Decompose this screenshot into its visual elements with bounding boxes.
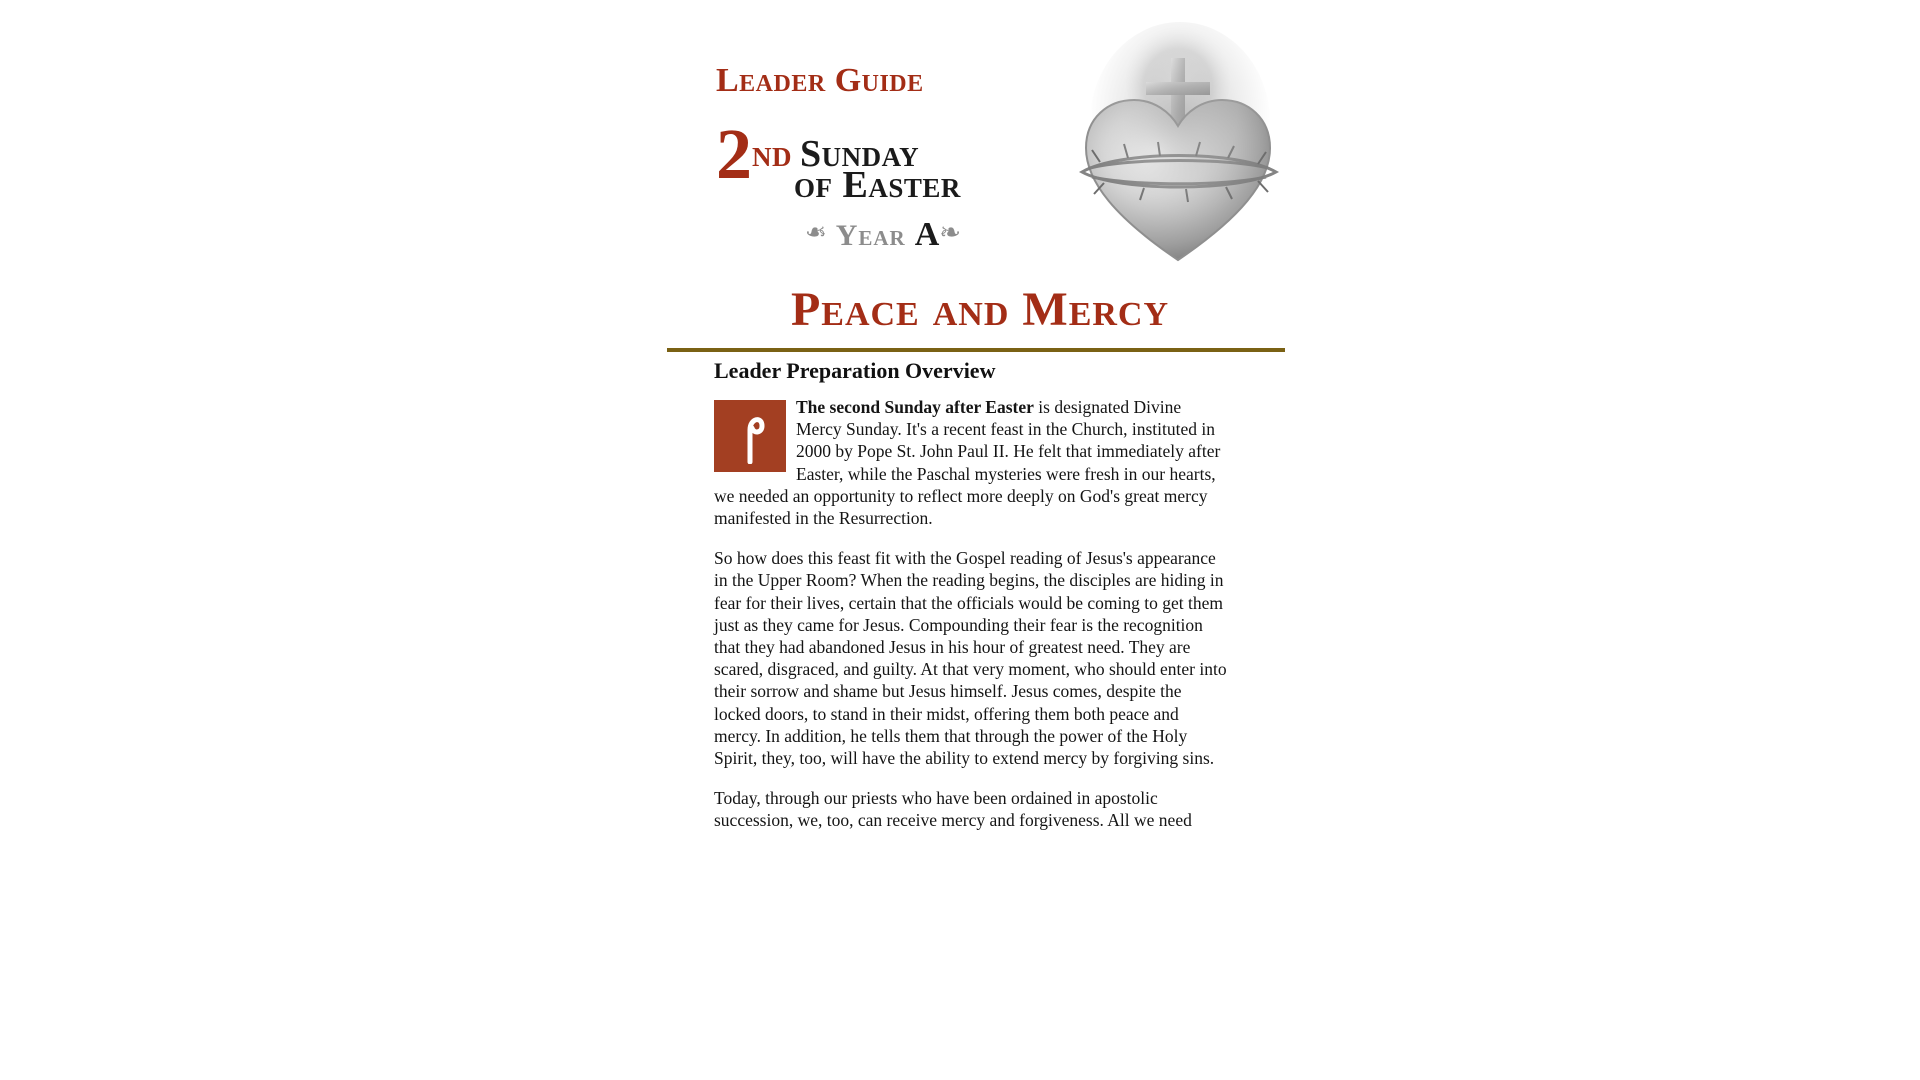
of-easter-label: of Easter (794, 164, 961, 206)
page-title: Peace and Mercy (790, 283, 1170, 336)
section-heading: Leader Preparation Overview (714, 358, 996, 383)
paragraph-1-rest: is designated Divine Mercy Sunday. It's a recent feast in the Church, instituted in 2000 by Pope St. John Paul II. He felt that immediately after Easter, while the Paschal mysteries were fresh in our hearts, we needed an opportunity to reflect more deeply on God's great mercy manifested in the Resurrection. (714, 397, 1221, 529)
body-column (714, 358, 1228, 850)
year-word: Year (835, 219, 906, 252)
paragraph-1-lead: The second Sunday after Easter (796, 397, 1034, 417)
ordinal-number: 2 (716, 114, 752, 194)
year-letter: A (914, 216, 940, 253)
shepherd-crook-icon (714, 400, 786, 472)
leader-guide-label: Leader Guide (716, 62, 924, 99)
paragraph-3: Today, through our priests who have been ordained in apostolic succession, we, too, can receive mercy and forgiveness. All we need (714, 788, 1192, 831)
paragraph-2: So how does this feast fit with the Gospel reading of Jesus's appearance in the Upper Room? When the reading begins, the disciples are hiding in fear for their lives, certain that the officials would be coming to get them just as they came for Jesus. Compounding their fear is the recognition that they had abandoned Jesus in his hour of greatest need. They are scared, disgraced, and guilty. At that very moment, who should enter into their sorrow and shame but Jesus himself. Jesus comes, despite the locked doors, to stand in their midst, offering them both peace and mercy. In addition, he tells them that through the power of the Holy Spirit, they, too, will have the ability to extend mercy by forgiving sins. (714, 548, 1227, 769)
ordinal-suffix: nd (752, 133, 792, 175)
glow-halo (1090, 22, 1270, 222)
year-line (738, 216, 1028, 254)
flourish-right-icon: ❧ (939, 218, 962, 247)
sunday-word: Sunday (800, 133, 920, 175)
paragraph-1 (714, 396, 1228, 529)
title-divider (667, 348, 1285, 352)
sacred-heart-icon (1060, 22, 1300, 282)
flourish-left-icon: ❧ (804, 218, 827, 247)
